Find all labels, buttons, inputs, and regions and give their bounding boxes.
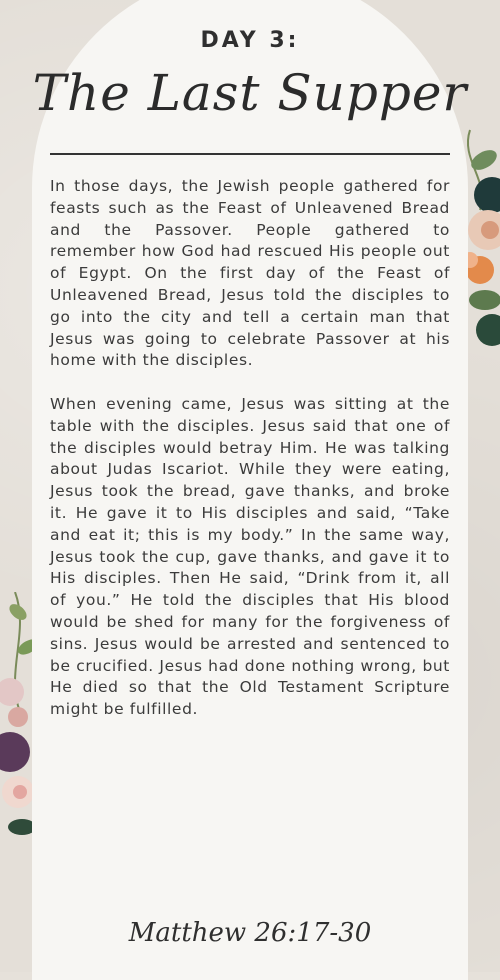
page-title: The Last Supper [32, 64, 468, 122]
paragraph: When evening came, Jesus was sitting at the table with the disciples. Jesus said that one of the disciples would betray Him. He was talking about Judas Iscariot. While they were eating, Jesus took the bread, gave thanks, and broke it. He gave it to His disciples and said, “Take and eat it; this is my body.” In the same way, Jesus took the cup, gave thanks, and gave it to His disciples. Then He said, “Drink from it, all of you.” He told the disciples that His blood would be shed for many for the forgiveness of sins. Jesus would be arrested and sentenced to be crucified. Jesus had done nothing wrong, but He died so that the Old Testament Scripture might be fulfilled. [50, 394, 450, 719]
paragraph: In those days, the Jewish people gathered for feasts such as the Feast of Unleavened Bread and the Passover. People gathered to remember how God had rescued His people out of Egypt. On the first day of the Feast of Unleavened Bread, Jesus told the disciples to go into the city and tell a certain man that Jesus was going to celebrate Passover at his home with the disciples. [50, 177, 450, 370]
header [32, 28, 468, 120]
day-label: DAY 3: [200, 28, 300, 53]
divider [50, 153, 450, 155]
scripture-reference: Matthew 26:17-30 [128, 918, 372, 948]
story-text [50, 176, 450, 743]
